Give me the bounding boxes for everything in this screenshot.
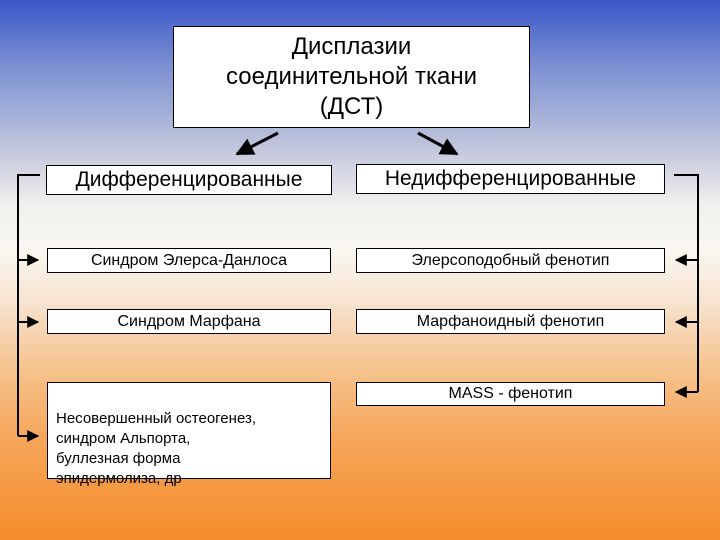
left-item-label: Синдром Элерса-Данлоса	[90, 251, 288, 269]
right-item-label: MASS - фенотип	[448, 385, 573, 402]
arrow-title-to-differentiated	[237, 133, 278, 154]
category-differentiated-label: Дифференцированные	[75, 168, 303, 191]
left-item-label: Синдром Марфана	[117, 312, 261, 330]
category-undifferentiated-label: Недифференцированные	[384, 167, 637, 190]
title-text: Дисплазии соединительной ткани (ДСТ)	[226, 33, 477, 120]
arrow-title-to-undifferentiated	[418, 133, 457, 154]
left-item-label: Несовершенный остеогенез, синдром Альпорта, буллезная форма эпидермолиза, др	[56, 410, 256, 487]
left-bracket	[18, 175, 40, 436]
right-item-label: Элерсоподобный фенотип	[411, 251, 610, 269]
right-item-label: Марфаноидный фенотип	[416, 312, 605, 330]
right-bracket	[674, 175, 698, 392]
